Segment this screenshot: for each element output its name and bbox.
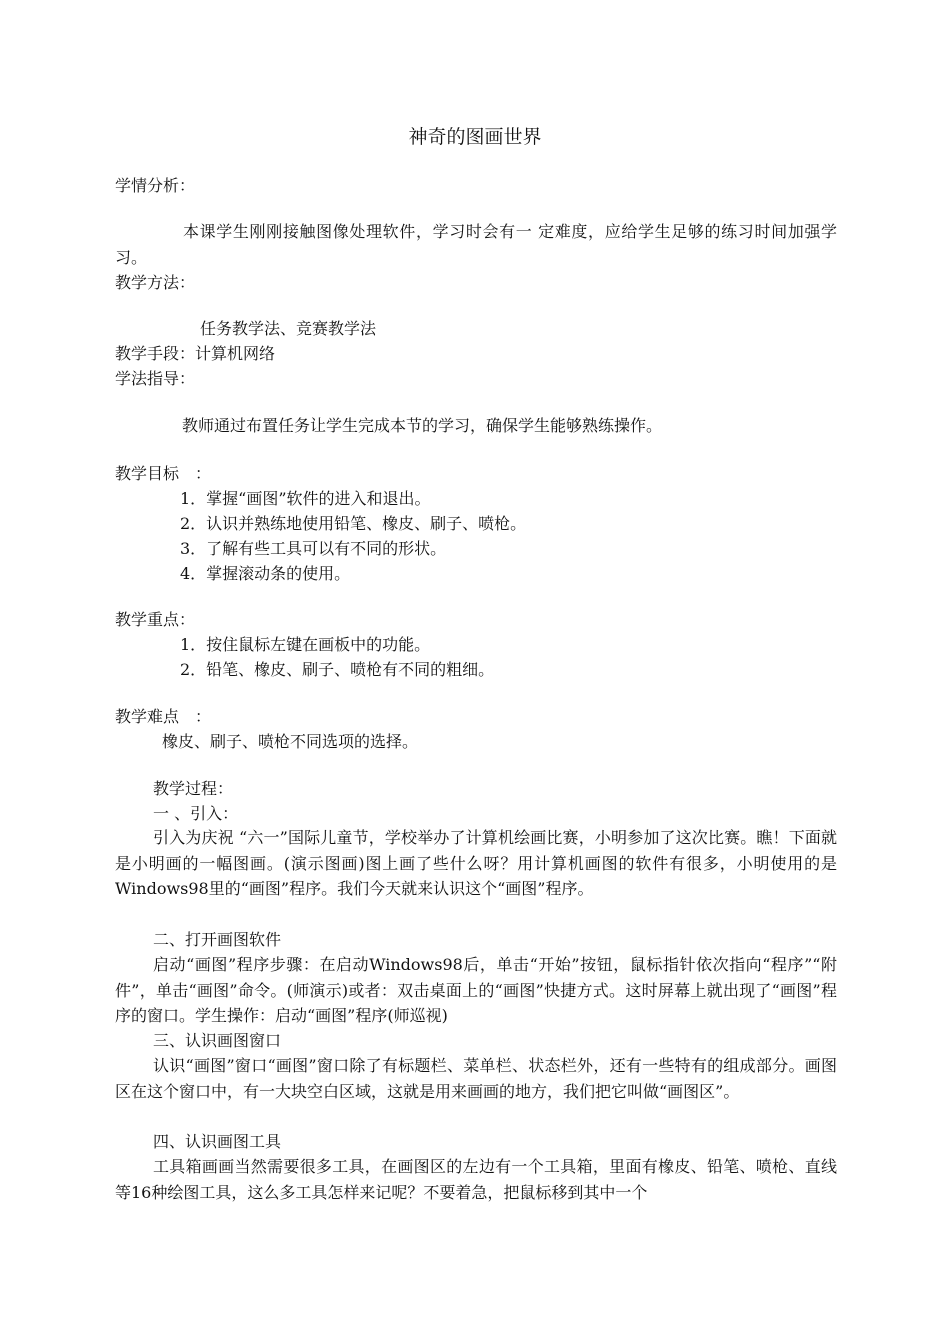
key-points-heading: 教学重点： xyxy=(115,610,196,629)
section-2-heading: 二、打开画图软件 xyxy=(153,930,282,949)
goals-heading: 教学目标 ： xyxy=(115,464,212,483)
difficulty-body: 橡皮、刷子、喷枪不同选项的选择。 xyxy=(162,732,419,751)
section-1-heading: 一 、引入： xyxy=(153,804,239,823)
section-3-heading: 三、认识画图窗口 xyxy=(153,1031,282,1050)
goal-item: 4．掌握滚动条的使用。 xyxy=(180,564,351,583)
key-point-item: 2．铅笔、橡皮、刷子、喷枪有不同的粗细。 xyxy=(180,660,495,679)
section-2-body: 启动“画图”程序步骤：在启动Windows98后，单击“开始”按钮，鼠标指针依次指向“程序”“附件”，单击“画图”命令。(师演示)或者：双击桌面上的“画图”快捷方式。这时屏幕上就出现了“画图”程序的窗口。学生操作：启动“画图”程序(师巡视) xyxy=(115,955,837,1025)
method-heading: 教学方法： xyxy=(115,273,196,292)
method-body: 任务教学法、竞赛教学法 xyxy=(200,319,377,338)
difficulty-heading: 教学难点 ： xyxy=(115,707,212,726)
section-1-body: 引入为庆祝 “六一”国际儿童节，学校举办了计算机绘画比赛，小明参加了这次比赛。瞧！下面就是小明画的一幅图画。(演示图画)图上画了些什么呀？用计算机画图的软件有很多，小明使用的是Windows98里的“画图”程序。我们今天就来认识这个“画图”程序。 xyxy=(115,828,837,898)
section-3-body: 认识“画图”窗口“画图”窗口除了有标题栏、菜单栏、状态栏外，还有一些特有的组成部分。画图区在这个窗口中，有一大块空白区域，这就是用来画画的地方，我们把它叫做“画图区”。 xyxy=(115,1056,837,1101)
document-title: 神奇的图画世界 xyxy=(408,126,542,148)
goal-item: 2．认识并熟练地使用铅笔、橡皮、刷子、喷枪。 xyxy=(180,514,527,533)
xueqing-heading: 学情分析： xyxy=(115,176,196,195)
goal-item: 3．了解有些工具可以有不同的形状。 xyxy=(180,539,447,558)
key-point-item: 1．按住鼠标左键在画板中的功能。 xyxy=(180,635,431,654)
guide-heading: 学法指导： xyxy=(115,369,196,388)
section-4-body: 工具箱画画当然需要很多工具，在画图区的左边有一个工具箱，里面有橡皮、铅笔、喷枪、直线等16种绘图工具，这么多工具怎样来记呢？不要着急，把鼠标移到其中一个 xyxy=(115,1157,837,1202)
goal-item: 1．掌握“画图”软件的进入和退出。 xyxy=(180,489,431,508)
section-4-heading: 四、认识画图工具 xyxy=(153,1132,282,1151)
process-heading: 教学过程： xyxy=(153,779,234,798)
means-line: 教学手段：计算机网络 xyxy=(115,344,276,363)
xueqing-body: 本课学生刚刚接触图像处理软件，学习时会有一 定难度，应给学生足够的练习时间加强学习。 xyxy=(115,222,837,267)
guide-body: 教师通过布置任务让学生完成本节的学习，确保学生能够熟练操作。 xyxy=(182,416,663,435)
